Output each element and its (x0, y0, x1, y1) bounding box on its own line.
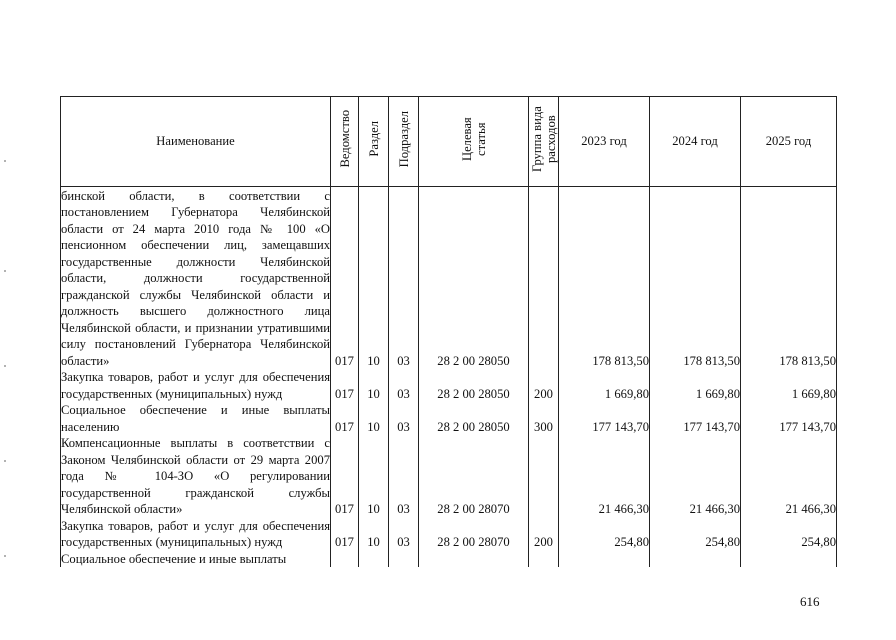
row-2024 (650, 551, 741, 568)
row-target: 28 2 00 28050 (419, 186, 529, 369)
row-group: 300 (529, 402, 559, 435)
row-2023: 178 813,50 (559, 186, 650, 369)
row-target: 28 2 00 28050 (419, 402, 529, 435)
row-group (529, 435, 559, 518)
row-section: 10 (359, 435, 389, 518)
row-2023: 1 669,80 (559, 369, 650, 402)
header-name: Наименование (61, 97, 331, 187)
row-2024: 254,80 (650, 518, 741, 551)
row-name: бинской области, в соответствии с постановлением Губернатора Челябинской области от 24 марта 2010 года № 100 «О пенсионном обеспечении лиц, замещавших государственные должности Челябинской области, должности государственной гражданской службы Челябинской области и должность высшего должностного лица Челябинской области, и признании утратившими силу постановлений Губернатора Челябинской области» (61, 186, 331, 369)
page-number: 616 (800, 594, 820, 609)
table-row (61, 186, 837, 369)
row-name: Компенсационные выплаты в соответствии с Законом Челябинской области от 29 марта 2007 года № 104-ЗО «О регулировании государственной гражданской службы Челябинской области» (61, 436, 330, 516)
row-dept: 017 (331, 369, 359, 402)
row-2024: 177 143,70 (650, 402, 741, 435)
row-subsection: 03 (389, 186, 419, 369)
row-dept (331, 551, 359, 568)
row-2025: 178 813,50 (741, 186, 837, 369)
row-name: Социальное обеспечение и иные выплаты населению (61, 403, 330, 434)
row-2025: 177 143,70 (741, 402, 837, 435)
header-expense-group: Группа вида расходов (529, 97, 559, 187)
row-2023: 254,80 (559, 518, 650, 551)
row-section (359, 551, 389, 568)
row-2024: 21 466,30 (650, 435, 741, 518)
row-section: 10 (359, 518, 389, 551)
header-2024: 2024 год (650, 97, 741, 187)
row-group (529, 551, 559, 568)
row-2023: 177 143,70 (559, 402, 650, 435)
row-target (419, 551, 529, 568)
row-2023: 21 466,30 (559, 435, 650, 518)
table-row (61, 518, 837, 551)
row-2025 (741, 551, 837, 568)
header-target-article: Целевая статья (419, 97, 529, 187)
row-subsection: 03 (389, 435, 419, 518)
table-header-row (61, 97, 837, 187)
row-dept: 017 (331, 402, 359, 435)
header-subsection: Подраздел (389, 97, 419, 187)
header-2023: 2023 год (559, 97, 650, 187)
header-dept: Ведомство (331, 97, 359, 187)
table-row (61, 369, 837, 402)
row-target: 28 2 00 28050 (419, 369, 529, 402)
row-subsection (389, 551, 419, 568)
row-dept: 017 (331, 518, 359, 551)
row-group: 200 (529, 518, 559, 551)
row-name: Социальное обеспечение и иные выплаты (61, 551, 331, 568)
row-subsection: 03 (389, 369, 419, 402)
row-2025: 1 669,80 (741, 369, 837, 402)
row-section: 10 (359, 402, 389, 435)
row-section: 10 (359, 186, 389, 369)
budget-table (60, 96, 837, 567)
row-name: Закупка товаров, работ и услуг для обеспечения государственных (муниципальных) нужд (61, 370, 330, 401)
row-target: 28 2 00 28070 (419, 518, 529, 551)
row-2025: 254,80 (741, 518, 837, 551)
row-2024: 1 669,80 (650, 369, 741, 402)
row-subsection: 03 (389, 402, 419, 435)
row-group: 200 (529, 369, 559, 402)
header-section: Раздел (359, 97, 389, 187)
row-dept: 017 (331, 435, 359, 518)
row-subsection: 03 (389, 518, 419, 551)
row-section: 10 (359, 369, 389, 402)
table-row (61, 435, 837, 518)
row-2023 (559, 551, 650, 568)
row-group (529, 186, 559, 369)
row-dept: 017 (331, 186, 359, 369)
row-target: 28 2 00 28070 (419, 435, 529, 518)
row-name: Закупка товаров, работ и услуг для обеспечения государственных (муниципальных) нужд (61, 518, 330, 549)
table-row (61, 402, 837, 435)
row-2025: 21 466,30 (741, 435, 837, 518)
header-2025: 2025 год (741, 97, 837, 187)
scan-artifact-dots (4, 160, 7, 560)
row-2024: 178 813,50 (650, 186, 741, 369)
table-row (61, 551, 837, 568)
